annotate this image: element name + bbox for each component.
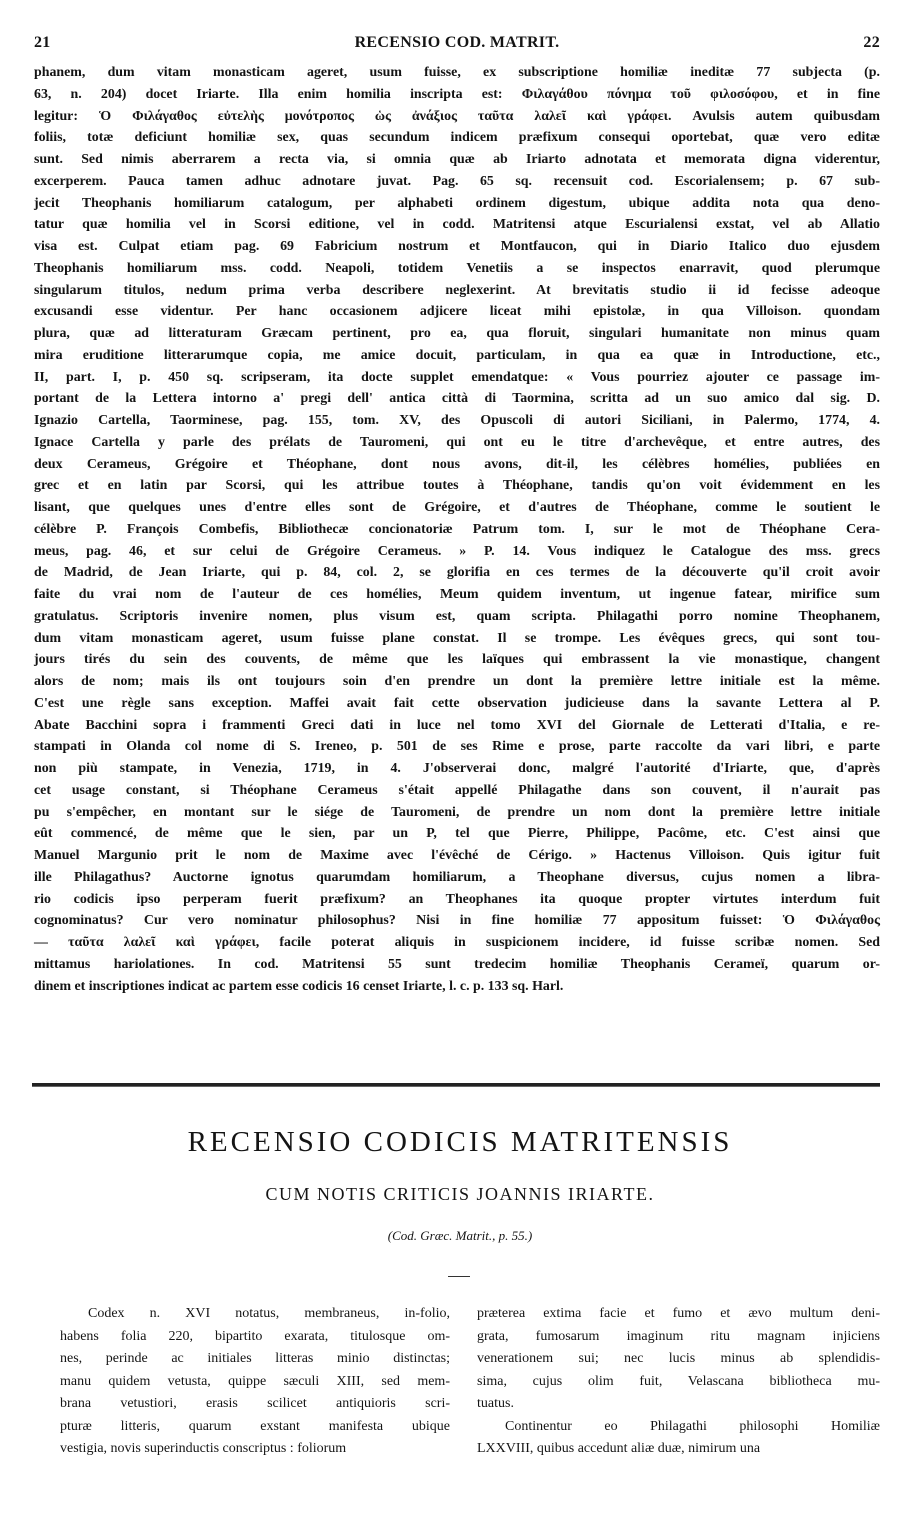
section-title: RECENSIO CODICIS MATRITENSIS (187, 1126, 733, 1158)
footnote-line: Ignace Cartella y parle des prélats de Tauromeni, qui ont eu le titre d'archevêque, et entre autres, des (34, 434, 880, 450)
page-number-left: 21 (34, 34, 51, 51)
footnote-line: plura, quæ ad litteraturam Græcam pertinent, pro ea, qua floruit, singulari humanitate non minus quam (34, 326, 880, 341)
footnote-line: II, part. I, p. 450 sq. scripseram, ita docte supplet emendatque: « Vous pourriez ajouter ce passage im- (34, 369, 880, 385)
footnote-line: faite du vrai nom de l'auteur de ces homélies, Meum quidem inventum, ut ingenue fatear, mirifice sum (34, 587, 880, 602)
footnote-line: cognominatus? Cur vero nominatur philosophus? Nisi in fine homiliæ 77 appositum fuisset: Ὁ Φιλάγαθος (34, 913, 880, 929)
footnote-line: pu s'empêcher, en montant sur le siége de Tauromeni, de prendre un nom dont la première lettre initiale (34, 804, 880, 820)
footnote-line: gratulatus. Scriptoris invenire nomen, plus visum est, quam scripta. Philagathi porro nomine Theophanem, (34, 608, 880, 624)
short-divider (448, 1276, 470, 1277)
right-column-line: tuatus. (477, 1396, 514, 1411)
right-column-line: LXXVIII, quibus accedunt aliæ duæ, nimirum una (477, 1441, 761, 1456)
footnote-line: singularum titulos, nedum prima verba describere neglexerint. At brevitatis studio ii id fecisse adeoque (34, 282, 880, 298)
footnote-line: Abate Bacchini sopra i frammenti Greci dati in luce nel tomo XVI del Giornale de Letterati d'Italia, e re- (34, 717, 880, 733)
footnote-line: ille Philagathus? Auctorne ignotus quarumdam homiliarum, a Theophane diversus, cujus nomen a libra- (34, 869, 880, 885)
running-head (34, 34, 880, 56)
right-column-line: Continentur eo Philagathi philosophi Homiliæ (505, 1418, 880, 1434)
footnote-line: mittamus hariolationes. In cod. Matritensi 55 sunt tredecim homiliæ Theophanis Cerameï, quarum or- (34, 956, 880, 972)
left-column-line: manu quidem vetusta, quippe sæculi XIII, sed mem- (60, 1373, 450, 1389)
footnote-line: célèbre P. François Combefis, Bibliothecæ concionatoriæ Patrum tom. I, sur le mot de Théophane Cera- (34, 521, 880, 537)
footnote-line: excerperem. Pauca tamen adhuc adnotare juvat. Pag. 65 sq. recensuit cod. Escorialensem; p. 67 sub- (34, 173, 880, 189)
left-column-line: brana vetustiori, erasis scilicet antiquioris scri- (60, 1396, 450, 1411)
footnote-line: portant de la Lettera intorno a' pregi dell' antica città di Taormina, scritta ad un suo amico dal sig. D. (34, 391, 880, 407)
footnote-line: dum vitam monasticam ageret, usum fuisse plane constat. Il se trompe. Les évêques grecs, qui sont tou- (34, 630, 880, 646)
footnote-line: non più stampate, in Venezia, 1719, in 4. J'observerai donc, malgré l'autorité d'Iriarte, que, d'après (34, 761, 880, 776)
footnote-line: Theophanis homiliarum mss. codd. Neapoli, totidem Venetiis a se inspectos enarravit, quod plerumque (34, 260, 880, 276)
footnote-line: grec et en latin par Scorsi, qui les attribue toutes à Théophane, tandis qu'on voit évidemment en les (34, 478, 880, 494)
section-subtitle: CUM NOTIS CRITICIS JOANNIS IRIARTE. (265, 1184, 655, 1204)
right-column-line: sima, cujus olim fuit, Velascana bibliotheca mu- (477, 1373, 880, 1389)
footnote-line: rio codicis ipso perperam fuerit præfixum? an Theophanes ita quoque propter virtutes interdum fuit (34, 891, 880, 907)
footnote-line: Ignazio Cartella, Taorminese, pag. 155, tom. XV, des Opuscoli di autori Siciliani, in Palermo, 1774, 4. (34, 413, 880, 428)
footnote-line: jours tirés du sein des couvents, de même que les laïques qui embrassent la vie monastique, changent (34, 652, 880, 668)
footnote-line: mira eruditione litterarumque copia, me amice docuit, particulam, in qua ea quæ in Introductione, etc., (34, 347, 880, 363)
footnote-line: foliis, totæ deficiunt homiliæ sex, quas secundum indicem præfixum consequi oportebat, quæ vero editæ (34, 130, 880, 146)
footnote-line: stampati in Olanda col nome di S. Ireneo, p. 501 de ses Rime e prose, parte raccolte da vari libri, e parte (34, 739, 880, 755)
footnote-line: sunt. Sed nimis aberrarem a recta via, si omnia quæ ab Iriarto adnotata et memorata digna viderentur, (34, 152, 880, 167)
footnote-line: visa est. Culpat etiam pag. 69 Fabricium nostrum et Montfaucon, qui in Diario Italico duo ejusdem (34, 239, 880, 254)
right-column-line: præterea extima facie et fumo et ævo multum deni- (477, 1306, 880, 1321)
page-number-right: 22 (863, 34, 880, 51)
section-divider (32, 1083, 880, 1087)
section-reference: (Cod. Græc. Matrit., p. 55.) (387, 1228, 533, 1243)
left-column-line: nes, perinde ac initiales litteras minio distinctas; (60, 1351, 450, 1366)
footnote-line: tatur quæ homilia vel in Scorsi editione, vel in codd. Matritensi atque Escurialensi exstat, vel ab Allatio (34, 217, 880, 233)
running-title: RECENSIO COD. MATRIT. (354, 34, 560, 51)
footnote-line: meus, pag. 46, et sur celui de Grégoire Cerameus. » P. 14. Vous indiquez le Catalogue des mss. grecs (34, 543, 880, 559)
left-column-line: pturæ litteris, quarum exstant manifesta ubique (60, 1418, 450, 1434)
footnote-line: C'est une règle sans exception. Maffei avait fait cette observation judicieuse dans la savante Lettera al P. (34, 695, 880, 711)
footnote-line: legitur: Ὁ Φιλάγαθος εὐτελὴς μονότροπος ὡς ἀνάξιος ταῦτα λαλεῖ καὶ γράφει. Avulsis autem quibusdam (34, 108, 880, 124)
footnote-line: jecit Theophanis homiliarum catalogum, per alphabeti ordinem digestum, ubique addita nota qua deno- (34, 195, 880, 211)
footnote-line: deux Cerameus, Grégoire et Théophane, dont nous avons, dit-il, les célèbres homélies, publiées en (34, 456, 880, 472)
footnote-line: cet usage constant, si Théophane Cerameus s'était appellé Philagathe dans son couvent, il n'aurait pas (34, 782, 880, 798)
text-column-right (477, 1303, 880, 1461)
footnote-line: dinem et inscriptiones indicat ac partem esse codicis 16 censet Iriarte, l. c. p. 133 sq. Harl. (34, 978, 564, 994)
left-column-line: vestigia, novis superinductis conscriptus : foliorum (60, 1441, 347, 1456)
footnote-line: — ταῦτα λαλεῖ καὶ γράφει, facile poterat aliquis in suspicionem incidere, id fuisse scribæ nomen. Sed (34, 935, 880, 950)
footnote-line: de Madrid, de Jean Iriarte, qui p. 84, col. 2, se glorifia en ces termes de la découverte qu'il croit avoir (34, 565, 880, 581)
footnote-line: eût commencé, de même que le sien, par un P, tel que Pierre, Philippe, Pacôme, etc. C'est ainsi que (34, 826, 880, 842)
left-column-line: habens folia 220, bipartito exarata, titulosque om- (60, 1328, 450, 1344)
footnote-line: excusandi esse videntur. Per hanc occasionem adjicere liceat mihi epistolæ, in qua Villoison. quondam (34, 304, 880, 320)
footnote-line: phanem, dum vitam monasticam ageret, usum fuisse, ex subscriptione homiliæ ineditæ 77 subjecta (p. (34, 65, 880, 80)
footnote-line: 63, n. 204) docet Iriarte. Illa enim homilia inscripta est: Φιλαγάθου πόνημα τοῦ φιλοσόφου, et in fine (34, 86, 880, 102)
left-column-line: Codex n. XVI notatus, membraneus, in-folio, (88, 1306, 450, 1321)
text-column-left (60, 1303, 450, 1461)
right-column-line: grata, fumosarum imaginum ritu magnam injiciens (477, 1328, 880, 1344)
right-column-line: venerationem sui; nec lucis minus ab splendidis- (477, 1351, 880, 1366)
footnote-text (34, 62, 880, 997)
footnote-line: alors de nom; mais ils ont toujours soin d'en prendre un dont la première lettre initiale est la même. (34, 674, 880, 689)
footnote-line: Manuel Margunio prit le nom de Maxime avec l'évêché de Cérigo. » Hactenus Villoison. Quis igitur fuit (34, 848, 880, 863)
footnote-line: lisant, que quelques unes d'entre elles sont de Grégoire, et d'autres de Théophane, comme le soutient le (34, 500, 880, 515)
